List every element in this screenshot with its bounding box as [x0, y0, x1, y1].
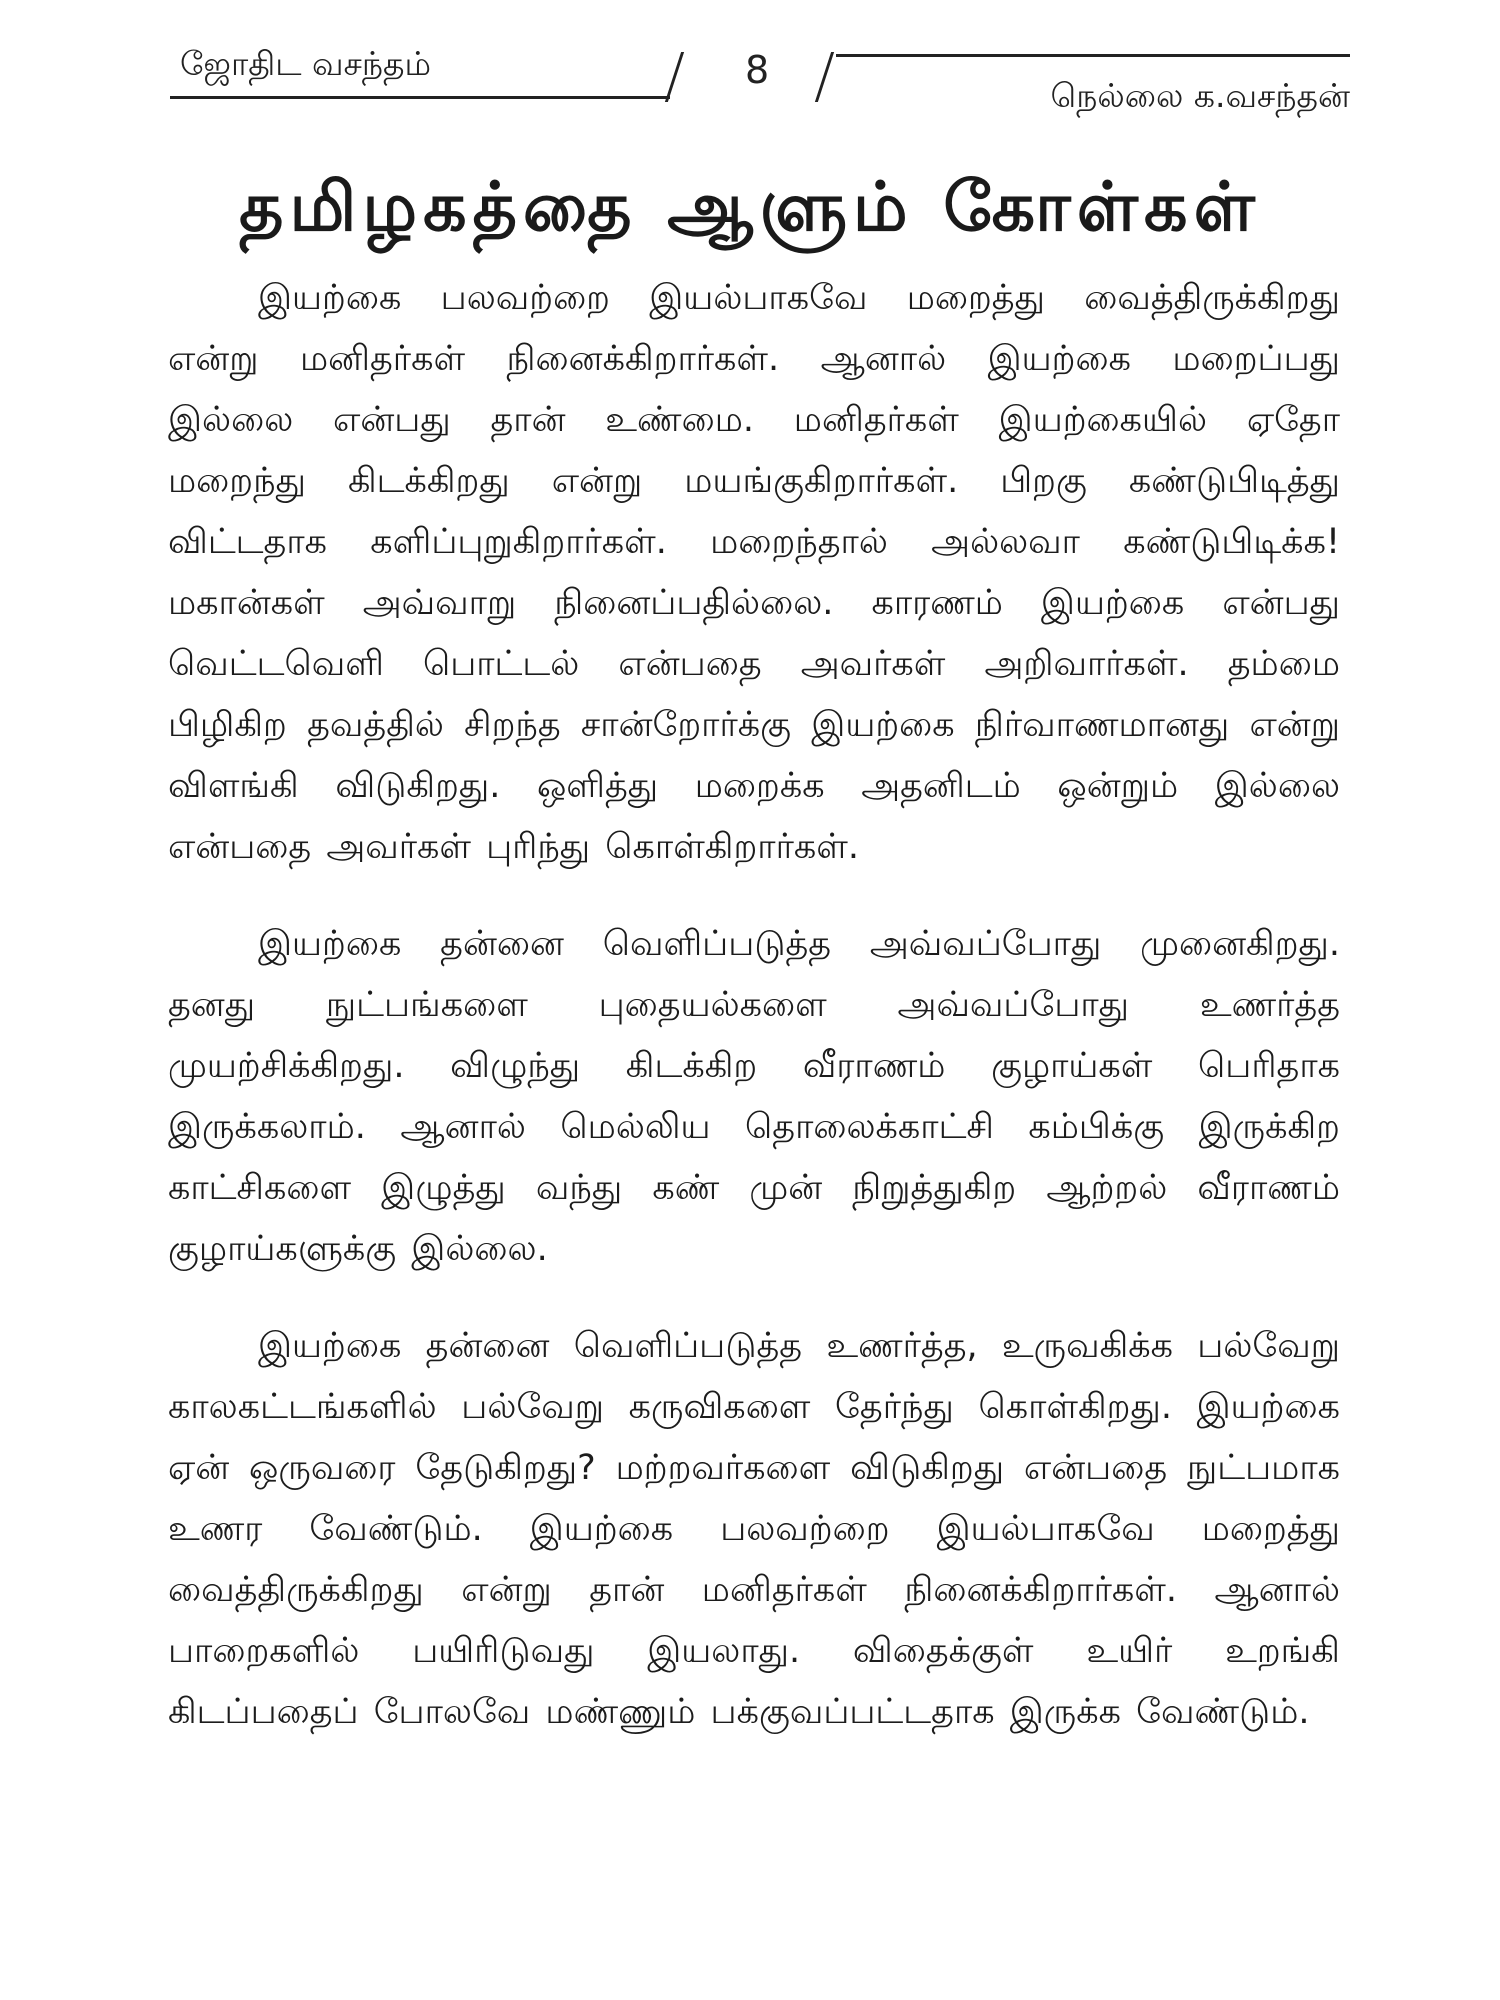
author-name: நெல்லை க.வசந்தன் [1050, 76, 1350, 115]
header-slash-right [815, 52, 834, 102]
page-header [170, 40, 1350, 115]
body-text [168, 268, 1340, 1779]
header-rule-left [170, 96, 670, 99]
paragraph: இயற்கை தன்னை வெளிப்படுத்த அவ்வப்போது முனைகிறது. தனது நுட்பங்களை புதையல்களை அவ்வப்போது உணர்த்த முயற்சிக்கிறது. விழுந்து கிடக்கிற வீராணம் குழாய்கள் பெரிதாக இருக்கலாம். ஆனால் மெல்லிய தொலைக்காட்சி கம்பிக்கு இருக்கிற காட்சிகளை இழுத்து வந்து கண் முன் நிறுத்துகிற ஆற்றல் வீராணம் குழாய்களுக்கு இல்லை. [168, 924, 1340, 1269]
book-title: ஜோதிட வசந்தம் [180, 44, 432, 83]
paragraph: இயற்கை தன்னை வெளிப்படுத்த உணர்த்த, உருவகிக்க பல்வேறு காலகட்டங்களில் பல்வேறு கருவிகளை தேர்ந்து கொள்கிறது. இயற்கை ஏன் ஒருவரை தேடுகிறது? மற்றவர்களை விடுகிறது என்பதை நுட்பமாக உணர வேண்டும். இயற்கை பலவற்றை இயல்பாகவே மறைத்து வைத்திருக்கிறது என்று தான் மனிதர்கள் நினைக்கிறார்கள். ஆனால் பாறைகளில் பயிரிடுவது இயலாது. விதைக்குள் உயிர் உறங்கி கிடப்பதைப் போலவே மண்ணும் பக்குவப்பட்டதாக இருக்க வேண்டும். [168, 1326, 1340, 1732]
page-number: 8 [745, 48, 770, 92]
header-slash-left [665, 52, 684, 102]
chapter-title: தமிழகத்தை ஆளும் கோள்கள் [239, 168, 1261, 247]
paragraph: இயற்கை பலவற்றை இயல்பாகவே மறைத்து வைத்திருக்கிறது என்று மனிதர்கள் நினைக்கிறார்கள். ஆனால் இயற்கை மறைப்பது இல்லை என்பது தான் உண்மை. மனிதர்கள் இயற்கையில் ஏதோ மறைந்து கிடக்கிறது என்று மயங்குகிறார்கள். பிறகு கண்டுபிடித்து விட்டதாக களிப்புறுகிறார்கள். மறைந்தால் அல்லவா கண்டுபிடிக்க! மகான்கள் அவ்வாறு நினைப்பதில்லை. காரணம் இயற்கை என்பது வெட்டவெளி பொட்டல் என்பதை அவர்கள் அறிவார்கள். தம்மை பிழிகிற தவத்தில் சிறந்த சான்றோர்க்கு இயற்கை நிர்வாணமானது என்று விளங்கி விடுகிறது. ஒளித்து மறைக்க அதனிடம் ஒன்றும் இல்லை என்பதை அவர்கள் புரிந்து கொள்கிறார்கள். [168, 278, 1340, 867]
header-rule-right [836, 54, 1350, 57]
